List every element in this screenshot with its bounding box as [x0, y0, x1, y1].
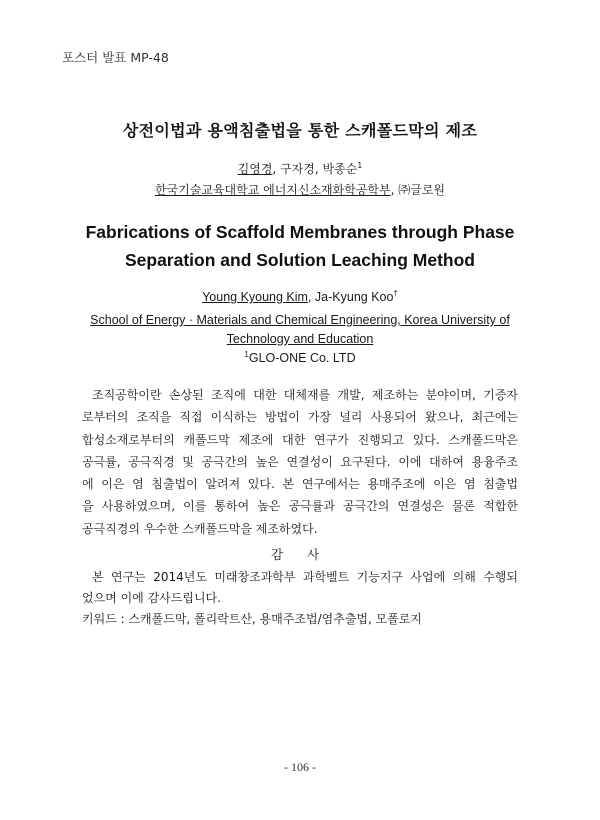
abstract-line: 에 이은 염 침출법이 알려져 있다. 본 연구에서는 용매주조에 이은 염 침출법: [82, 477, 518, 492]
acknowledgement-line: 본 연구는 2014년도 미래창조과학부 과학벨트 기능지구 사업에 의해 수행되: [92, 570, 518, 584]
affiliation-company-ko: ㈜글로원: [398, 183, 446, 197]
author-name-ko: 구자경: [280, 162, 315, 176]
english-title: [0, 218, 600, 274]
abstract-line: 공극직경의 우수한 스캐폴드막을 제조하였다.: [82, 521, 318, 536]
session-label: 포스터 발표 MP-48: [62, 50, 169, 65]
author-separator: ,: [307, 290, 315, 304]
author-separator: ,: [272, 162, 281, 176]
abstract-line: 합성소재로부터의 캐폴드막 제조에 대한 연구가 진행되고 있다. 스캐폴드막은: [82, 432, 518, 447]
corresponding-marker: †: [393, 288, 398, 298]
presenter-name-en: Young Kyoung Kim: [202, 290, 308, 304]
english-affiliation: [0, 311, 600, 368]
english-title-line: Separation and Solution Leaching Method: [124, 250, 475, 270]
affiliation-separator: ,: [390, 183, 399, 197]
abstract-body: [82, 384, 518, 540]
company-name-en: GLO-ONE Co. LTD: [248, 351, 356, 365]
author-name-ko: 박종순: [322, 162, 358, 176]
affiliation-marker: 1: [244, 349, 249, 359]
page-number: - 106 -: [284, 760, 316, 774]
abstract-line: 로부터의 조직을 직접 이식하는 방법이 가장 널리 사용되어 왔으나, 최근에는: [82, 410, 518, 425]
korean-affiliation: [0, 181, 600, 198]
acknowledgement-heading: 감 사: [270, 547, 330, 562]
english-title-line: Fabrications of Scaffold Membranes through Phase: [85, 222, 515, 242]
korean-authors: [0, 160, 600, 177]
affiliation-main-ko: 한국기술교육대학교 에너지신소재화학공학부: [154, 183, 391, 197]
abstract-line: 조직공학이란 손상된 조직에 대한 대체재를 개발, 제조하는 분야이며, 기증자: [92, 388, 518, 402]
author-name-en: Ja-Kyung Koo: [314, 290, 394, 304]
affiliation-line-en: School of Energy · Materials and Chemical Engineering, Korea University of: [90, 313, 510, 327]
abstract-line: 공극률, 공극직경 및 공극간의 높은 연결성이 요구된다. 이에 대하여 용융주조: [82, 454, 518, 469]
affiliation-marker: 1: [357, 161, 363, 170]
keywords-line: 키워드 : 스캐폴드막, 폴리락트산, 용매주조법/염추출법, 모폴로지: [82, 612, 422, 626]
korean-title: 상전이법과 용액침출법을 통한 스캐폴드막의 제조: [122, 121, 478, 140]
author-separator: ,: [314, 162, 323, 176]
presenter-name-ko: 김영경: [237, 162, 273, 176]
affiliation-line-en: Technology and Education: [226, 332, 374, 346]
acknowledgement-body: [82, 567, 518, 609]
company-line-en: [0, 349, 600, 368]
abstract-line: 을 사용하였으며, 이를 통하여 높은 공극률과 공극간의 연결성은 물론 적합한: [82, 499, 518, 514]
acknowledgement-line: 었으며 이에 감사드립니다.: [82, 591, 221, 605]
english-authors: [0, 290, 600, 304]
